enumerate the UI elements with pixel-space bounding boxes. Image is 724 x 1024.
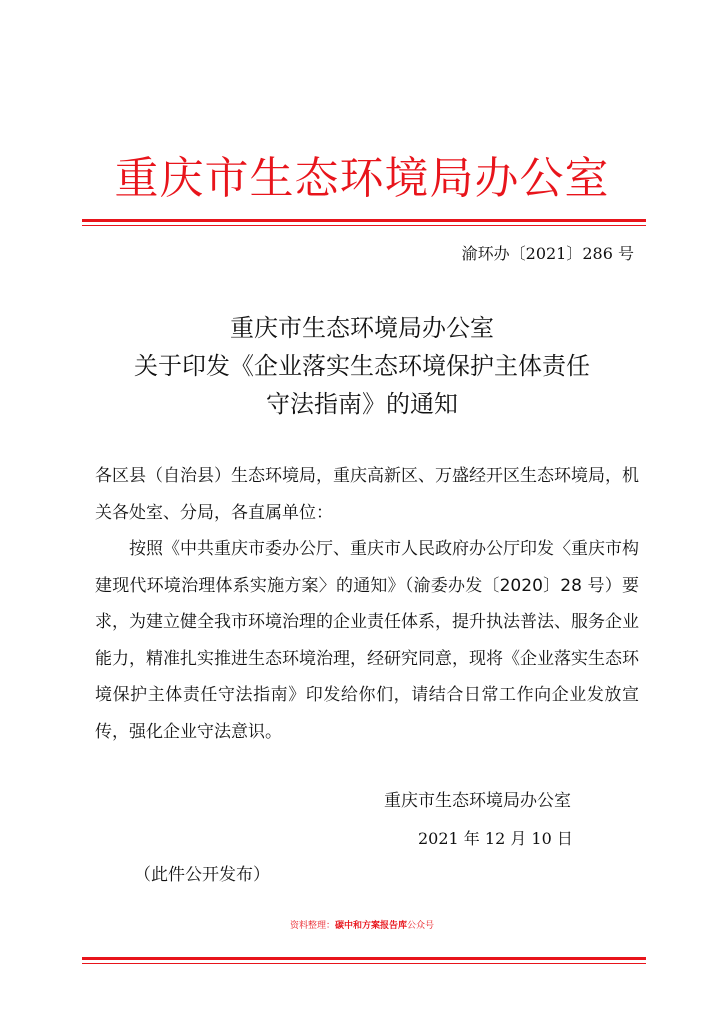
masthead-title: 重庆市生态环境局办公室 [114, 153, 610, 204]
document-body [95, 458, 639, 750]
footer-rule-thin [82, 963, 646, 964]
signature-org: 重庆市生态环境局办公室 [384, 791, 571, 811]
source-prefix: 资料整理： [289, 921, 335, 931]
publish-note: （此件公开发布） [134, 865, 270, 885]
footer-rule-thick [82, 957, 646, 960]
title-line-3: 守法指南》的通知 [266, 390, 458, 418]
masthead-rule-thick [82, 219, 646, 222]
source-suffix: 公众号 [407, 921, 435, 931]
document-title [0, 309, 724, 423]
salutation: 各区县（自治县）生态环境局，重庆高新区、万盛经开区生态环境局，机关各处室、分局，各直属单位： [95, 466, 639, 523]
title-line-1: 重庆市生态环境局办公室 [230, 314, 494, 342]
document-number: 渝环办〔2021〕286 号 [461, 244, 634, 263]
source-note [0, 918, 724, 934]
body-paragraph: 按照《中共重庆市委办公厅、重庆市人民政府办公厅印发〈重庆市构建现代环境治理体系实施方案〉的通知》（渝委办发〔2020〕28 号）要求，为建立健全我市环境治理的企业责任体系，提升执法普法、服务企业能力，精准扎实推进生态环境治理，经研究同意，现将《企业落实生态环境保护主体责任守法指南》印发给你们，请结合日常工作向企业发放宣传，强化企业守法意识。 [95, 539, 639, 742]
signature-date: 2021 年 12 月 10 日 [418, 829, 573, 848]
title-line-2: 关于印发《企业落实生态环境保护主体责任 [134, 352, 590, 380]
source-name: 碳中和方案报告库 [334, 921, 407, 931]
masthead-rule-thin [82, 225, 646, 226]
